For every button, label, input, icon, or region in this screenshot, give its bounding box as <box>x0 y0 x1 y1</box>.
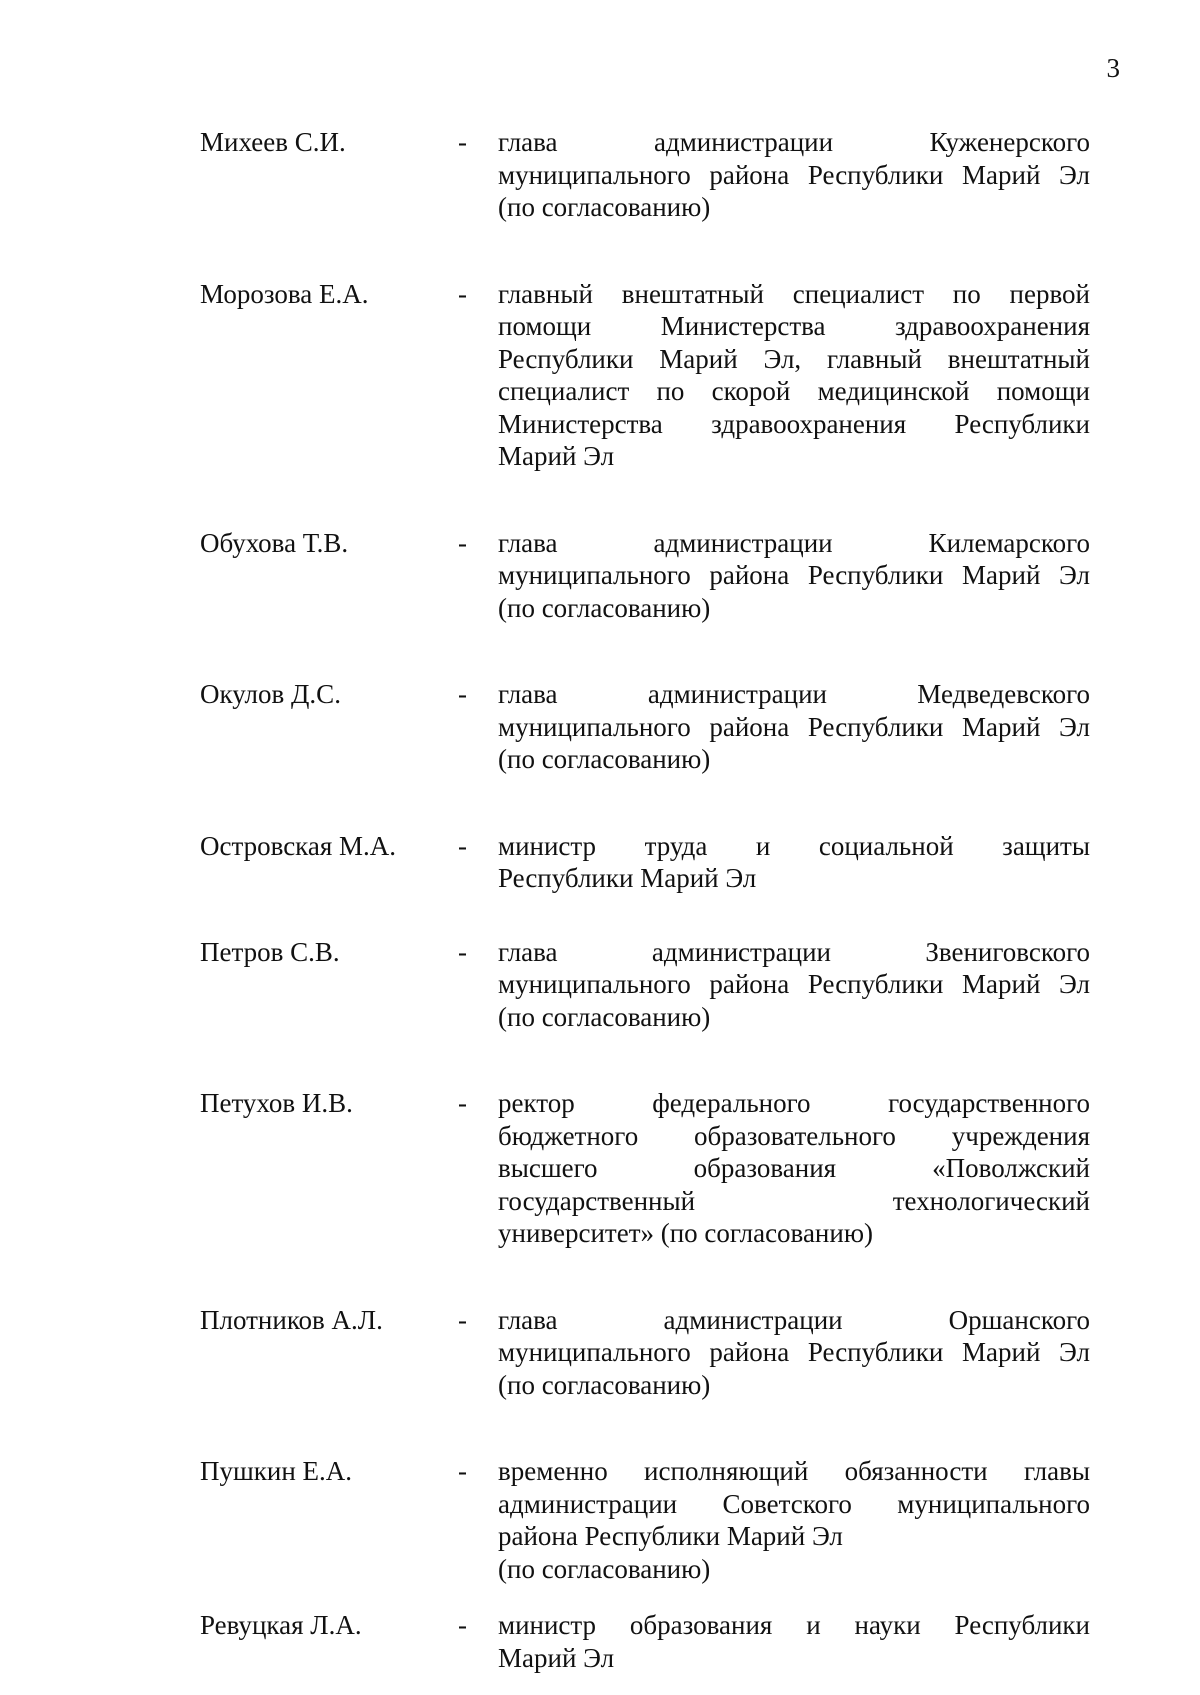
position-line: министр труда и социальной защиты <box>498 830 1090 861</box>
separator-dash: - <box>458 127 467 157</box>
member-name: Морозова Е.А. <box>200 278 369 309</box>
position-line: высшего образования «Поволжский <box>498 1153 1090 1183</box>
member-position <box>498 1609 1090 1674</box>
position-line: муниципального района Республики Марий Эл <box>498 711 1090 742</box>
separator-dash: - <box>458 1304 467 1335</box>
list-item <box>200 527 1090 625</box>
position-line: бюджетного образовательного учреждения <box>498 1120 1090 1151</box>
member-position <box>498 1087 1090 1250</box>
position-line: Республики Марий Эл <box>498 863 757 893</box>
list-item <box>200 1609 1090 1674</box>
position-line: главный внештатный специалист по первой <box>498 278 1090 309</box>
member-position <box>498 1304 1090 1402</box>
member-position <box>498 936 1090 1034</box>
member-position <box>498 278 1090 473</box>
position-line: (по согласованию) <box>498 1369 711 1400</box>
position-line: Министерства здравоохранения Республики <box>498 408 1090 439</box>
list-item <box>200 936 1090 1034</box>
list-item <box>200 278 1090 473</box>
position-line: глава администрации Оршанского <box>498 1304 1090 1335</box>
position-line: муниципального района Республики Марий Эл <box>498 1337 1090 1367</box>
position-line: временно исполняющий обязанности главы <box>498 1456 1090 1486</box>
position-line: администрации Советского муниципального <box>498 1488 1090 1519</box>
member-position <box>498 830 1090 895</box>
list-item <box>200 1304 1090 1402</box>
position-line: Республики Марий Эл, главный внештатный <box>498 343 1090 374</box>
member-position <box>498 678 1090 776</box>
position-line: государственный технологический <box>498 1185 1090 1216</box>
separator-dash: - <box>458 679 467 709</box>
list-item <box>200 1087 1090 1250</box>
position-line: муниципального района Республики Марий Эл <box>498 969 1090 999</box>
list-item <box>200 830 1090 895</box>
position-line: (по согласованию) <box>498 1001 711 1032</box>
member-name: Плотников А.Л. <box>200 1304 383 1335</box>
position-line: муниципального района Республики Марий Эл <box>498 560 1090 590</box>
list-item <box>200 678 1090 776</box>
member-name: Пушкин Е.А. <box>200 1456 353 1486</box>
separator-dash: - <box>458 278 467 309</box>
position-line: ректор федерального государственного <box>498 1088 1090 1118</box>
position-line: Марий Эл <box>498 1642 615 1673</box>
separator-dash: - <box>458 1456 467 1486</box>
position-line: (по согласованию) <box>498 192 711 222</box>
list-item <box>200 126 1090 224</box>
separator-dash: - <box>458 936 467 967</box>
position-line: глава администрации Куженерского <box>498 127 1090 157</box>
position-line: Марий Эл <box>498 441 615 471</box>
member-name: Обухова Т.В. <box>200 527 349 558</box>
member-name: Островская М.А. <box>200 830 397 861</box>
position-line: района Республики Марий Эл <box>498 1521 843 1551</box>
position-line: университет» (по согласованию) <box>498 1218 873 1248</box>
position-line: глава администрации Килемарского <box>498 527 1090 558</box>
separator-dash: - <box>458 1610 467 1640</box>
position-line: министр образования и науки Республики <box>498 1610 1090 1640</box>
position-line: помощи Министерства здравоохранения <box>498 311 1090 341</box>
position-line: муниципального района Республики Марий Эл <box>498 159 1090 190</box>
member-position <box>498 126 1090 224</box>
position-line: (по согласованию) <box>498 744 711 774</box>
member-name: Окулов Д.С. <box>200 679 341 709</box>
separator-dash: - <box>458 830 467 861</box>
member-position <box>498 527 1090 625</box>
member-position <box>498 1455 1090 1585</box>
separator-dash: - <box>458 527 467 558</box>
position-line: (по согласованию) <box>498 1553 711 1584</box>
member-name: Петухов И.В. <box>200 1088 353 1118</box>
separator-dash: - <box>458 1088 467 1118</box>
member-name: Петров С.В. <box>200 936 340 967</box>
member-name: Ревуцкая Л.А. <box>200 1610 362 1640</box>
page-number: 3 <box>1106 53 1120 83</box>
member-list <box>200 126 1090 1674</box>
position-line: глава администрации Медведевского <box>498 679 1090 709</box>
position-line: (по согласованию) <box>498 592 711 623</box>
list-item <box>200 1455 1090 1585</box>
member-name: Михеев С.И. <box>200 127 346 157</box>
position-line: специалист по скорой медицинской помощи <box>498 376 1090 406</box>
position-line: глава администрации Звениговского <box>498 936 1090 967</box>
